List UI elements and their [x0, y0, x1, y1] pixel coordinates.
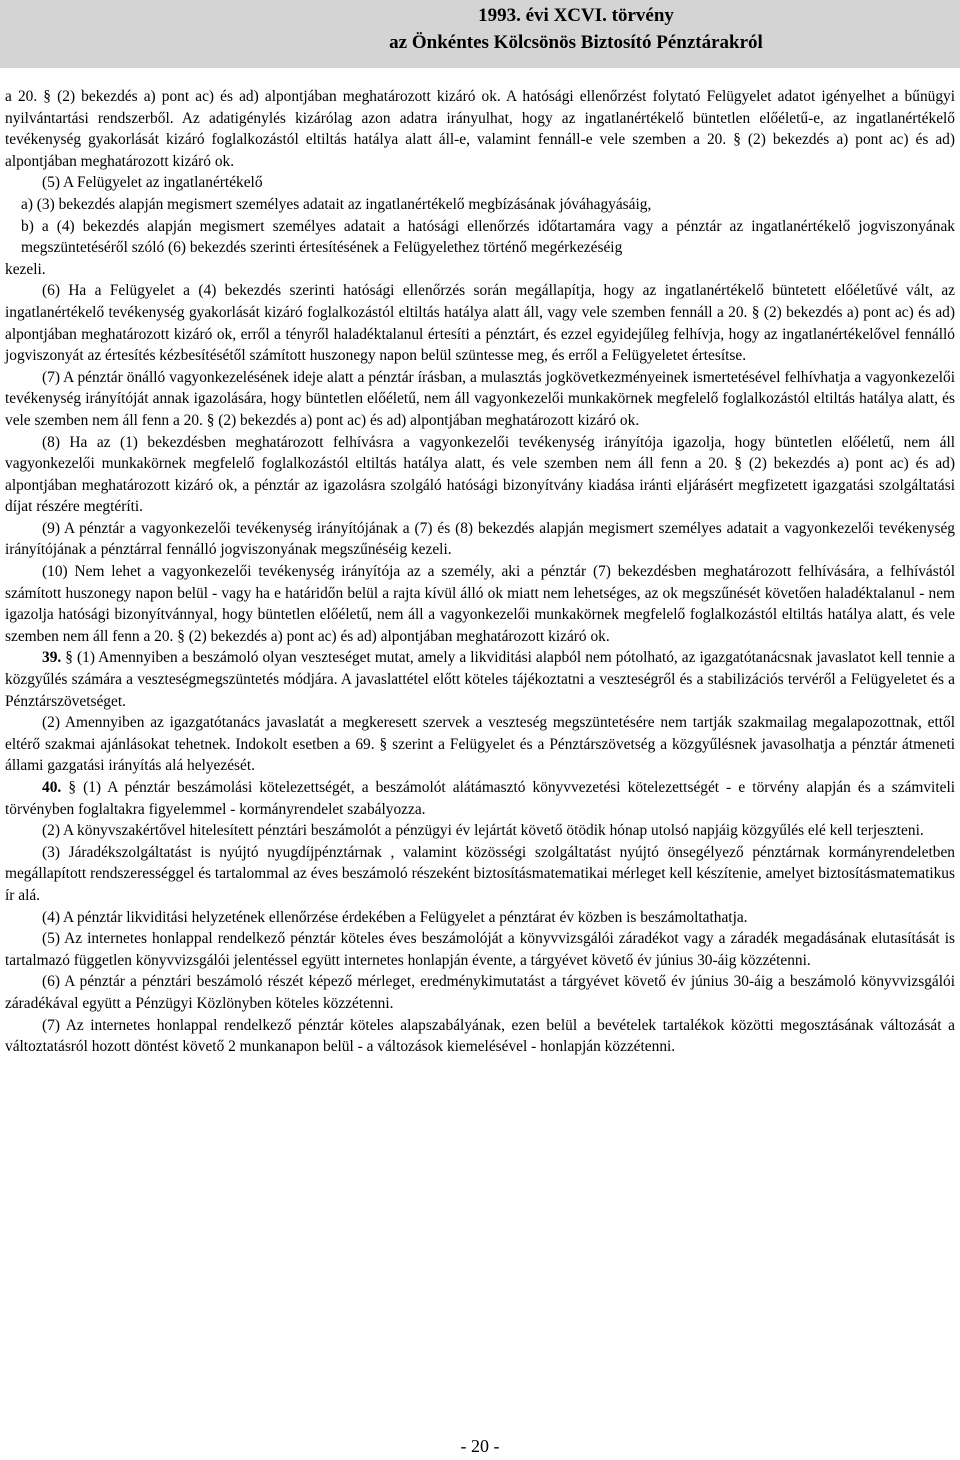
paragraph: [5, 907, 955, 929]
paragraph: [5, 971, 955, 1014]
paragraph-text: (6) Ha a Felügyelet a (4) bekezdés szerinti hatósági ellenőrzés során megállapítja, hogy az ingatlanértékelő büntetett előéletűvé vált, az ingatlanértékelő tevékenység gyakorlását kizáró foglalkozástól eltiltás hatálya alatt áll, vagy vele szemben fennáll a 20. § (2) bekezdés a) pont ac) és ad) alpontjában meghatározott kizáró ok, erről a tényről haladéktalanul értesíti a pénztárt, és ezzel egyidejűleg felhívja, hogy az ingatlanértékelővel fennálló jogviszonyát az értesítés kézbesítésétől számított huszonegy napon belül szüntesse meg, és erről a Felügyeletet értesítse.: [5, 282, 955, 365]
paragraph: [5, 259, 955, 281]
paragraph-text: (6) A pénztár a pénztári beszámoló részét képező mérleget, eredménykimutatást a tárgyévet követő év június 30-áig a beszámoló könyvvizsgálói záradékával együtt a Pénzügyi Közlönyben köteles közzétenni.: [5, 973, 955, 1012]
paragraph: [5, 518, 955, 561]
paragraph-text: § (1) A pénztár beszámolási kötelezettségét, a beszámolót alátámasztó könyvvezetési kötelezettségét - e törvény alapján és a számviteli törvényben foglaltakra figyelemmel - kormányrendelet szabályozza.: [5, 779, 955, 818]
page-number: - 20 -: [460, 1436, 500, 1456]
paragraph-text: (9) A pénztár a vagyonkezelői tevékenység irányítójának a (7) és (8) bekezdés alapján megismert személyes adatait a vagyonkezelői tevékenység irányítójának a pénztárral fennálló jogviszonyának megszűnéséig kezeli.: [5, 519, 955, 559]
paragraph-text: § (1) Amennyiben a beszámoló olyan veszteséget mutat, amely a likviditási alapból nem pótolható, az igazgatótanácsnak javaslatot kell tennie a közgyűlés számára a veszteségmegszüntetés módjára. A javaslattétel előtt köteles tájékoztatni a veszteségről és a stabilizációs tervéről a Felügyeletet és a Pénztárszövetséget.: [5, 649, 955, 710]
paragraph-text: (5) Az internetes honlappal rendelkező pénztár köteles éves beszámolóját a könyvvizsgálói záradékot vagy a záradék megadásának elutasítását is tartalmazó független könyvvizsgálói jelentéssel együtt internetes honlapján évente, a tárgyévet követő év június 30-áig közzétenni.: [5, 930, 955, 969]
document-header: [0, 0, 960, 68]
paragraph: [5, 561, 955, 647]
paragraph-text: (5) A Felügyelet az ingatlanértékelő: [42, 174, 263, 192]
paragraph: [5, 777, 955, 820]
paragraph: [5, 280, 955, 366]
paragraph-text: kezeli.: [5, 260, 46, 278]
paragraph: [5, 432, 955, 518]
paragraph: [5, 712, 955, 777]
paragraph: [5, 820, 955, 842]
paragraph: [5, 216, 955, 259]
paragraph-text: b) a (4) bekezdés alapján megismert személyes adatait a hatósági ellenőrzés időtartamára vagy a pénztár az ingatlanértékelő jogviszonyának megszüntetéséről szóló (6) bekezdés szerinti értesítésének a Felügyelethez történő megérkezéséig: [21, 217, 955, 257]
paragraph-text: (3) Járadékszolgáltatást is nyújtó nyugdíjpénztárnak , valamint közösségi szolgáltatást nyújtó önsegélyező pénztárnak kormányrendeletben megállapított rendszerességgel és tartalommal az éves beszámoló részeként biztosításmatematikai mérleget kell készítenie, amelyet biztosításmatematikus ír alá.: [5, 843, 955, 904]
paragraph-text: (2) A könyvszakértővel hitelesített pénztári beszámolót a pénzügyi év lejártát követő ötödik hónap utolsó napjáig közgyűlés elé kell terjeszteni.: [42, 822, 924, 840]
paragraph: [5, 367, 955, 432]
paragraph-text: (10) Nem lehet a vagyonkezelői tevékenység irányítója az a személy, aki a pénztár (7) bekezdésben meghatározott felhívására, a felhívástól számított huszonegy napon belül - vagy ha e határidőn belül a rajta kívül álló ok miatt nem lehetséges, az ok megszűnését követően haladéktalanul - nem igazolja hatósági bizonyítvánnyal, hogy büntetlen előéletű, nem áll a vagyonkezelői munkakörnek megfelelő foglalkozástól eltiltás hatálya alatt, és vele szemben nem áll fenn a 20. § (2) bekezdés a) pont ac) és ad) alpontjában meghatározott kizáró ok.: [5, 563, 955, 645]
paragraph-text: (4) A pénztár likviditási helyzetének ellenőrzése érdekében a Felügyelet a pénztárat év közben is beszámoltathatja.: [42, 908, 748, 926]
paragraph-text: (7) Az internetes honlappal rendelkező pénztár köteles alapszabályának, ezen belül a bevételek tartalékok közötti megosztásának változását a változtatásról hozott döntést követő 2 munkanapon belül - a változások kiemelésével - honlapján közzétenni.: [5, 1016, 955, 1056]
paragraph: [5, 928, 955, 971]
section-number: 40.: [42, 779, 62, 796]
paragraph: [5, 1015, 955, 1058]
document-body: [5, 86, 955, 1058]
paragraph: [5, 194, 955, 216]
law-subtitle: az Önkéntes Kölcsönös Biztosító Pénztárakról: [389, 32, 763, 53]
paragraph-text: a 20. § (2) bekezdés a) pont ac) és ad) alpontjában meghatározott kizáró ok. A hatósági ellenőrzést folytató Felügyelet adatot igényelhet a bűnügyi nyilvántartási rendszerből. Az adatigénylés kizárólag azon adatra irányulhat, hogy az ingatlanértékelő büntetlen előéletű-e, az ingatlanértékelő tevékenység gyakorlását kizáró foglalkozástól eltiltás hatálya alatt áll-e, valamint fennáll-e vele szemben a 20. § (2) bekezdés a) pont ac) és ad) alpontjában meghatározott kizáró ok.: [5, 88, 955, 170]
paragraph: [5, 86, 955, 172]
paragraph-text: a) (3) bekezdés alapján megismert személyes adatait az ingatlanértékelő megbízásának jóváhagyásáig,: [21, 195, 652, 213]
paragraph-text: (2) Amennyiben az igazgatótanács javaslatát a megkeresett szervek a veszteség megszüntetésére nem tartják szakmailag megalapozottnak, ettől eltérő szakmai ajánlásokat tehetnek. Indokolt esetben a 69. § szerint a Felügyelet és a Pénztárszövetség a közgyűlésnek javasolhatja a pénztár átmeneti állami gazgatási irányítás alá helyezését.: [5, 714, 955, 775]
paragraph-text: (8) Ha az (1) bekezdésben meghatározott felhívásra a vagyonkezelői tevékenység irányítója igazolja, hogy büntetlen előéletű, nem áll vagyonkezelői munkakörnek megfelelő foglalkozástól eltiltás hatálya alatt, és vele szemben nem áll fenn a 20. § (2) bekezdés a) pont ac) és ad) alpontjában meghatározott kizáró ok, a pénztár az igazolásra szolgáló hatósági bizonyítvány kiadása iránti eljárásért megfizetett igazgatási szolgáltatási díjat részére megtéríti.: [5, 433, 955, 516]
paragraph: [5, 842, 955, 907]
paragraph: [5, 647, 955, 712]
paragraph-text: (7) A pénztár önálló vagyonkezelésének ideje alatt a pénztár írásban, a mulasztás jogkövetkezményeinek ismertetésével felhívhatja a vagyonkezelői tevékenység irányítóját annak igazolására, hogy büntetlen előéletű, nem áll vagyonkezelői munkakörnek megfelelő foglalkozástól eltiltás hatálya alatt, és vele szemben nem áll fenn a 20. § (2) bekezdés a) pont ac) és ad) alpontjában meghatározott kizáró ok.: [5, 368, 955, 429]
law-title: 1993. évi XCVI. törvény: [478, 5, 674, 26]
paragraph: [5, 172, 955, 194]
section-number: 39.: [42, 649, 62, 667]
